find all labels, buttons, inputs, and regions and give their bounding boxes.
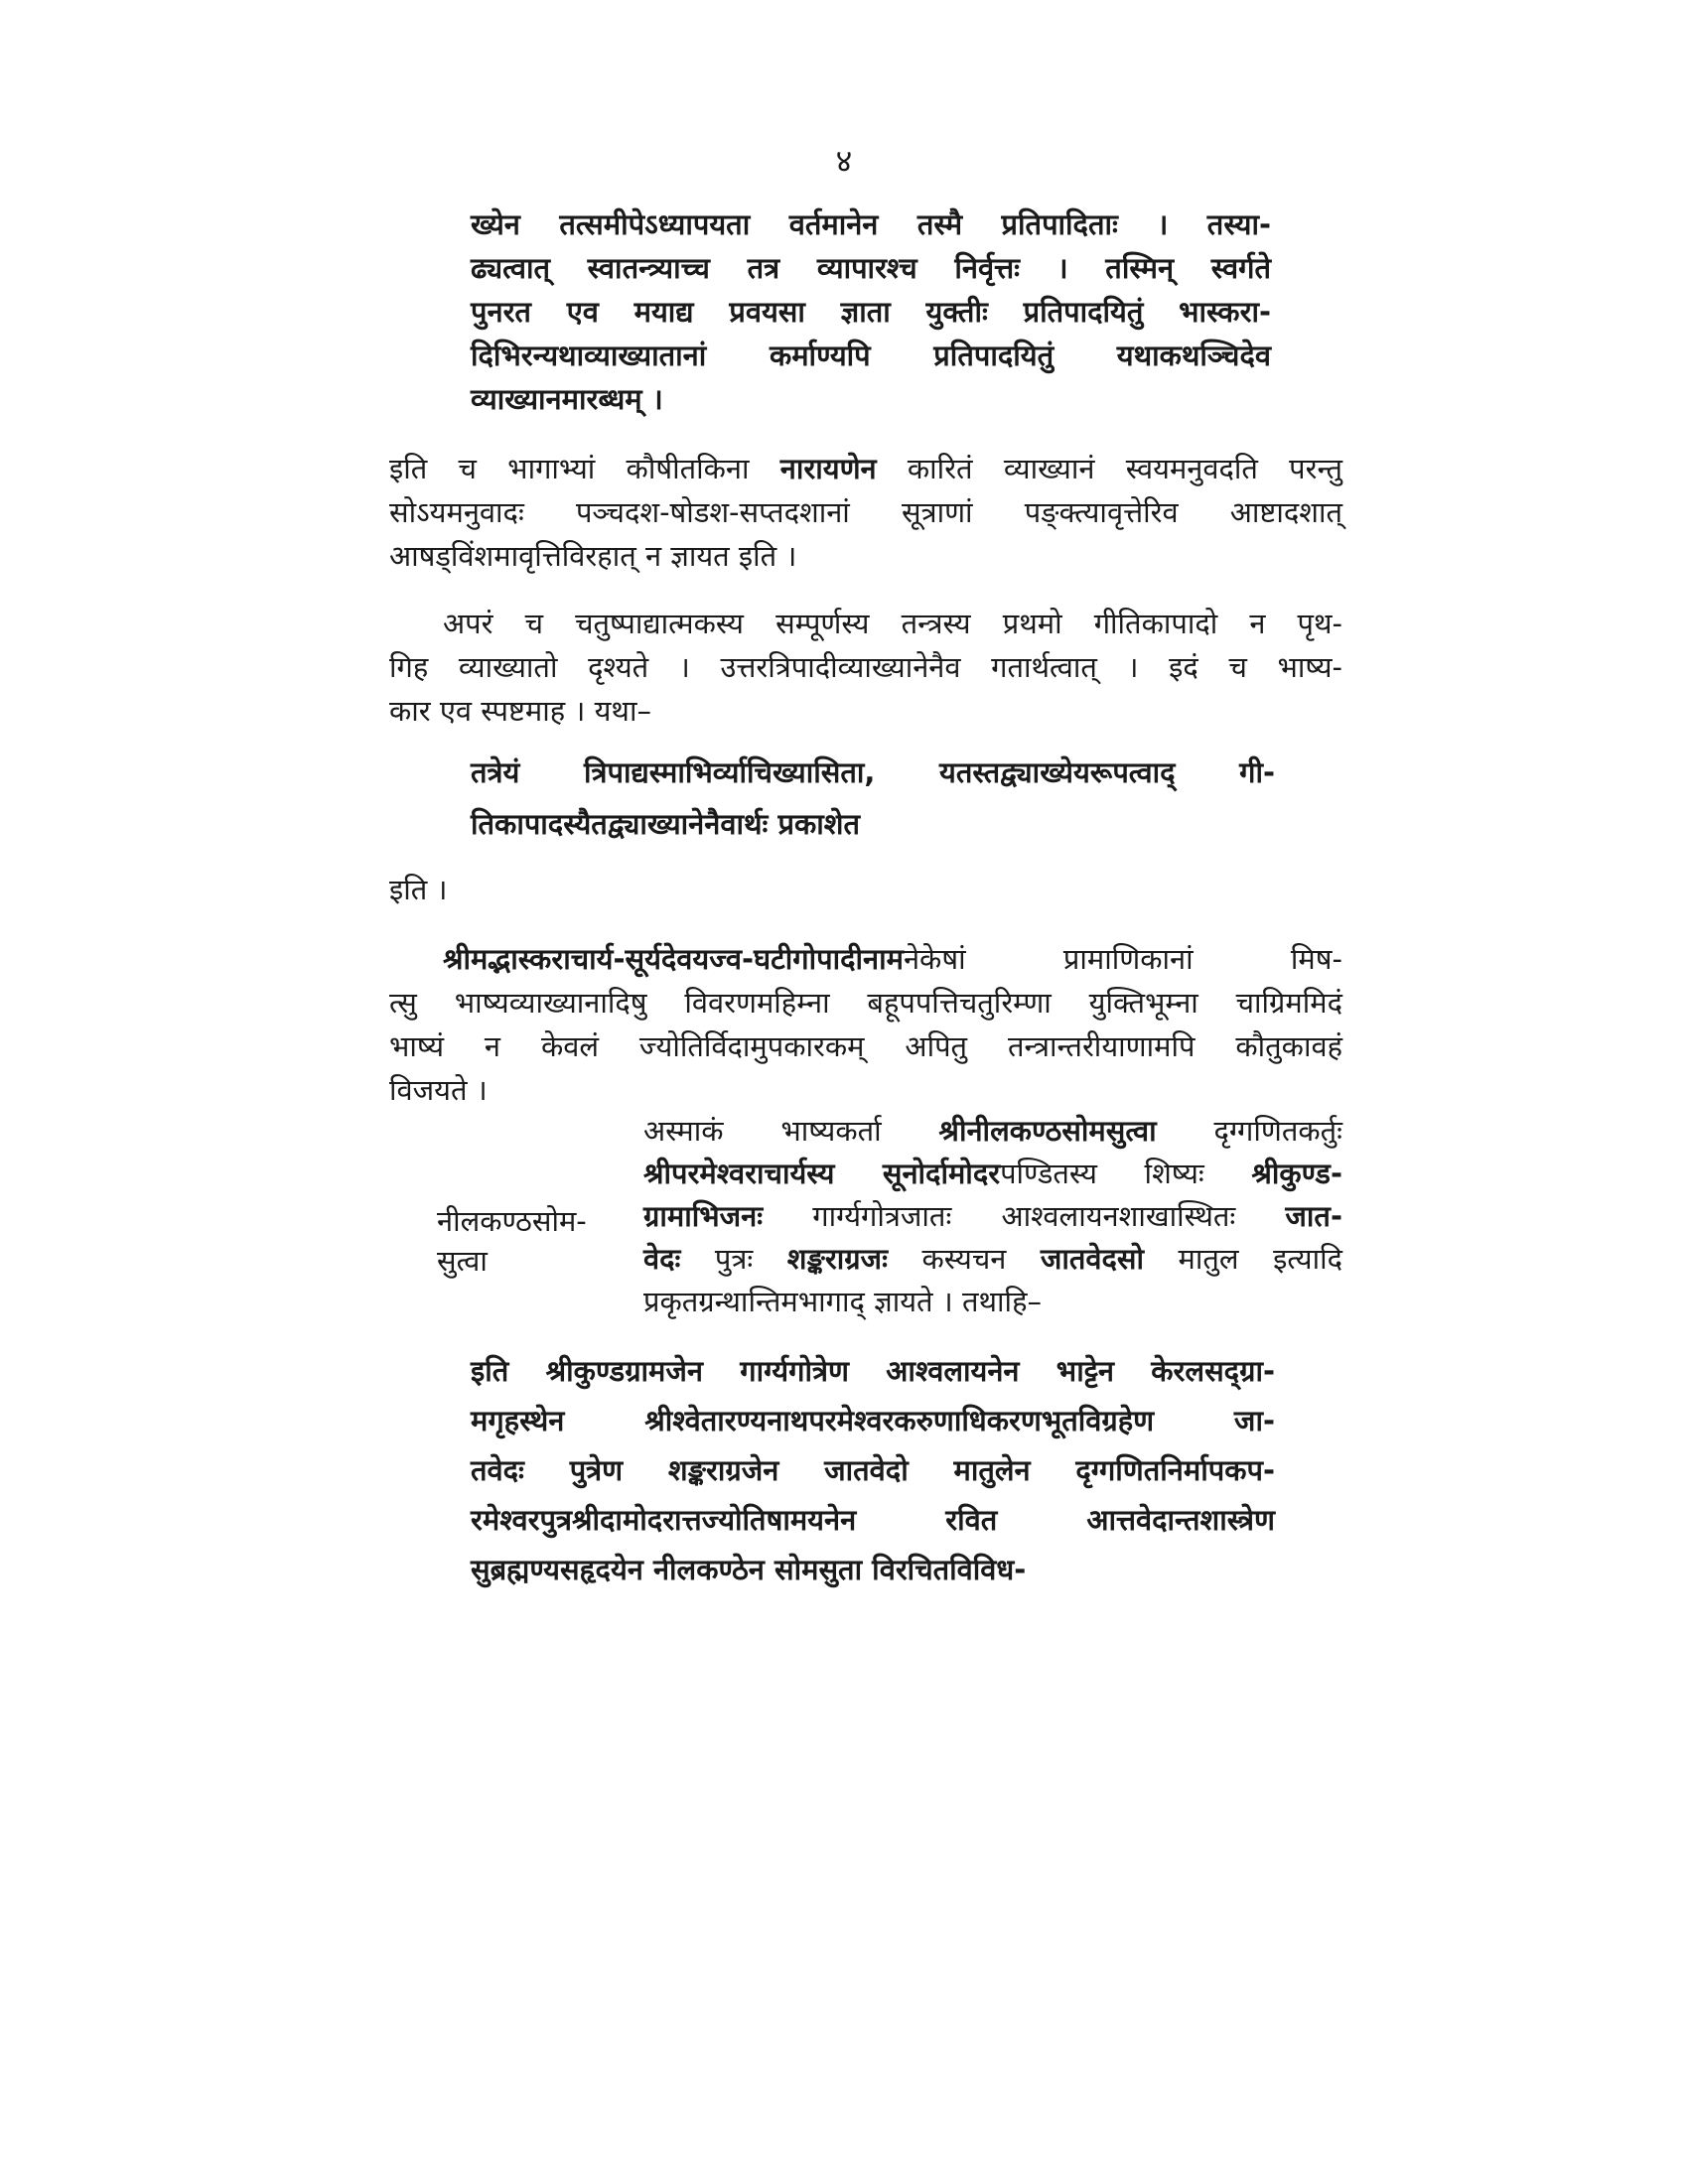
text-line <box>643 1195 1342 1238</box>
name-bold: वेदः <box>643 1242 681 1276</box>
text-span: दृग्गणितकर्तुः <box>1156 1114 1343 1148</box>
marginal-note <box>437 1201 635 1281</box>
text-line: ढ्यत्वात् स्वातन्त्र्याच्च तत्र व्यापारश्च निर्वृत्तः । तस्मिन् स्वर्गते <box>471 251 1271 285</box>
quote-block-2 <box>471 747 1275 850</box>
text-line: व्याख्यानमारब्धम् । <box>471 382 663 416</box>
text-span: पण्डितस्य शिष्यः <box>1000 1157 1252 1190</box>
text-span: कस्यचन <box>887 1242 1041 1276</box>
paragraph-3 <box>389 937 1342 1112</box>
text-line: त्सु भाष्यव्याख्यानादिषु विवरणमहिम्ना बहूपपत्तिचतुरिम्णा युक्तिभूम्ना चाग्रिममिदं <box>389 986 1342 1020</box>
name-bold: श्रीकुण्ड- <box>1251 1157 1342 1190</box>
text-line: तिकापादस्यैतद्व्याख्यानेनैवार्थः प्रकाशेत <box>471 807 860 841</box>
text-span: गार्ग्यगोत्रजातः आश्वलायनशाखास्थितः <box>763 1199 1286 1233</box>
quote-block-3 <box>471 1346 1275 1594</box>
text-line: इति । <box>389 873 448 906</box>
text-line: ख्येन तत्समीपेऽध्यापयता वर्तमानेन तस्मै प्रतिपादिताः । तस्या- <box>471 207 1271 241</box>
text-line: अपरं च चतुष्पाद्यात्मकस्य सम्पूर्णस्य तन्त्रस्य प्रथमो गीतिकापादो न पृथ- <box>443 607 1342 640</box>
paragraph-2 <box>389 602 1342 733</box>
quote-block-1 <box>471 203 1271 421</box>
text-line: मगृहस्थेन श्रीश्वेतारण्यनाथपरमेश्वरकरुणाधिकरणभूतविग्रहेण जा- <box>471 1404 1275 1437</box>
text-line: नीलकण्ठसोम- <box>437 1204 587 1238</box>
name-bold: नारायणेन <box>779 452 877 485</box>
text-line: तत्रेयं त्रिपाद्यस्माभिर्व्याचिख्यासिता, यतस्तद्व्याख्येयरूपत्वाद् गी- <box>471 755 1275 789</box>
text-line: तवेदः पुत्रेण शङ्कराग्रजेन जातवेदो मातुलेन दृग्गणितनिर्मापकप- <box>471 1453 1275 1487</box>
text-line <box>643 1238 1342 1281</box>
text-line: इति श्रीकुण्डग्रामजेन गार्ग्यगोत्रेण आश्वलायनेन भाट्टेन केरलसद्ग्रा- <box>471 1354 1275 1388</box>
text-line: गिह व्याख्यातो दृश्यते । उत्तरत्रिपादीव्याख्यानेनैव गतार्थत्वात् । इदं च भाष्य- <box>389 650 1342 684</box>
text-span: अस्माकं भाष्यकर्ता <box>643 1114 939 1148</box>
text-line: आषड्विंशमावृत्तिविरहात् न ज्ञायत इति । <box>389 539 797 573</box>
text-line: दिभिरन्यथाव्याख्यातानां कर्माण्यपि प्रतिपादयितुं यथाकथञ्चिदेव <box>471 339 1271 372</box>
text-line <box>389 447 1342 490</box>
text-line <box>643 1153 1342 1195</box>
text-line: प्रकृतग्रन्थान्तिमभागाद् ज्ञायते । तथाहि– <box>643 1285 1042 1318</box>
text-line <box>643 1110 1342 1153</box>
text-line: कार एव स्पष्टमाह । यथा– <box>389 694 651 728</box>
page-number: ४ <box>835 142 853 180</box>
iti-line <box>389 868 1342 911</box>
text-line: रमेश्वरपुत्रश्रीदामोदरात्तज्योतिषामयनेन रवित आत्तवेदान्तशास्त्रेण <box>471 1503 1275 1537</box>
text-span: इति च भागाभ्यां कौषीतकिना <box>389 452 780 485</box>
name-bold: श्रीपरमेश्वराचार्यस्य सूनोर्दामोदर <box>643 1157 1001 1190</box>
text-span: नेकेषां प्रामाणिकानां मिष- <box>903 942 1342 976</box>
text-line: भाष्यं न केवलं ज्योतिर्विदामुपकारकम् अपितु तन्त्रान्तरीयाणामपि कौतुकावहं <box>389 1029 1342 1063</box>
paragraph-1 <box>389 447 1342 578</box>
text-line: सोऽयमनुवादः पञ्चदश-षोडश-सप्तदशानां सूत्राणां पङ्क्त्यावृत्तेरिव आष्टादशात् <box>389 495 1342 529</box>
text-span: पुत्रः <box>680 1242 787 1276</box>
text-line: सुब्रह्मण्यसहृदयेन नीलकण्ठेन सोमसुता विरचितविविध- <box>471 1553 1027 1586</box>
text-line: विजयते । <box>389 1073 488 1107</box>
text-span: कारितं व्याख्यानं स्वयमनुवदति परन्तु <box>876 452 1342 485</box>
name-bold: श्रीनीलकण्ठसोमसुत्वा <box>938 1114 1157 1148</box>
text-line <box>389 937 1342 981</box>
author-paragraph <box>643 1110 1342 1323</box>
text-line: सुत्वा <box>437 1244 488 1278</box>
text-span: मातुल इत्यादि <box>1144 1242 1342 1276</box>
text-line: पुनरत एव मयाद्य प्रवयसा ज्ञाता युक्तीः प्रतिपादयितुं भास्करा- <box>471 295 1271 329</box>
name-bold: ग्रामाभिजनः <box>643 1199 764 1233</box>
name-bold: शङ्कराग्रजः <box>786 1242 888 1276</box>
name-bold: जात- <box>1285 1199 1342 1233</box>
name-bold: जातवेदसो <box>1040 1242 1145 1276</box>
names-bold: श्रीमद्भास्कराचार्य-सूर्यदेवयज्व-घटीगोपादीनाम <box>443 942 904 976</box>
